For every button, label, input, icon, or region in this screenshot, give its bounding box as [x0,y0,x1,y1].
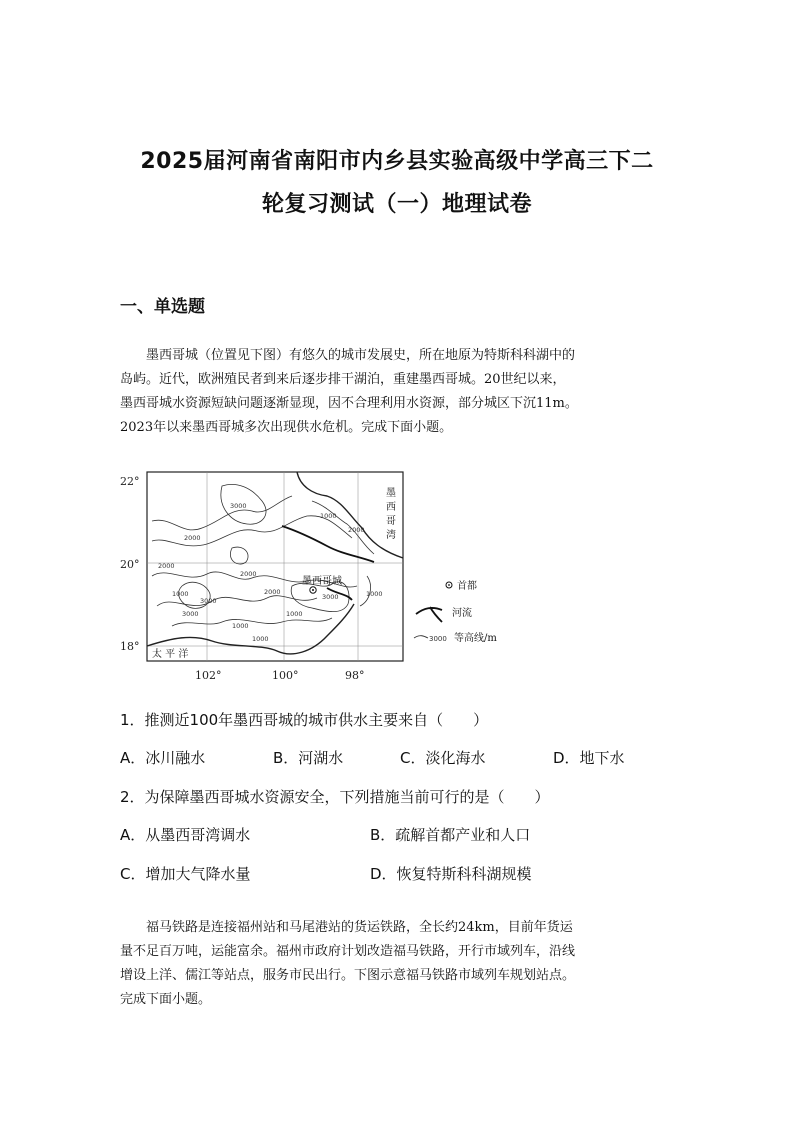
coastline-gulf [297,472,403,558]
map-legend [414,579,497,644]
map-frame [147,472,403,661]
contour-value: 1000 [320,512,337,520]
graticule [147,472,403,661]
q1-option-c[interactable]: C．淡化海水 [400,749,486,767]
lon-label: 100° [272,669,299,682]
lat-label: 20° [120,558,140,571]
passage-2 [120,916,686,1012]
contour-value: 1000 [232,622,249,630]
exam-title-line-2: 轮复习测试（一）地理试卷 [261,192,532,217]
contour-value: 2000 [264,588,281,596]
q1-option-b[interactable]: B．河湖水 [273,749,344,767]
q1-option-a[interactable]: A．冰川融水 [120,749,206,767]
passage-1-line: 墨西哥城（位置见下图）有悠久的城市发展史，所在地原为特斯科科湖中的 [146,348,576,363]
legend-contour-label: 等高线/m [454,633,497,644]
q2-option-c[interactable]: C．增加大气降水量 [120,865,251,883]
city-elevation: 3000 [322,593,339,601]
legend-contour-value: 3000 [429,635,447,643]
question-1-stem: 1．推测近100年墨西哥城的城市供水主要来自（ ） [120,711,489,729]
contour-value: 3000 [230,502,247,510]
exam-title-line-1: 2025届河南省南阳市内乡县实验高级中学高三下二 [140,149,654,174]
coastline-pacific [147,604,354,654]
lon-label: 102° [195,669,222,682]
passage-1-line: 岛屿。近代，欧洲殖民者到来后逐步排干湖泊，重建墨西哥城。20世纪以来， [120,372,566,387]
legend-capital-label: 首都 [457,581,477,592]
passage-2-line: 增设上洋、儒江等站点，服务市民出行。下图示意福马铁路市域列车规划站点。 [120,968,576,983]
passage-1 [120,344,686,440]
legend-contour-icon [414,636,428,638]
passage-2-line: 福马铁路是连接福州站和马尾港站的货运铁路，全长约24km，目前年货运 [146,920,573,935]
section-heading: 一、单选题 [120,297,205,317]
q2-option-d[interactable]: D．恢复特斯科科湖规模 [370,865,532,883]
mexico-city-topographic-map [112,466,512,686]
legend-river-icon [416,607,442,622]
lat-label: 22° [120,475,140,488]
contour-value: 3000 [182,610,199,618]
capital-icon-dot [312,589,314,591]
q1-option-d[interactable]: D．地下水 [553,749,625,767]
gulf-label [386,487,396,541]
ocean-label: 太 平 洋 [152,649,189,660]
svg-text:哥: 哥 [386,516,396,527]
contour-value: 1000 [366,590,383,598]
contour-value: 2000 [158,562,175,570]
lat-label: 18° [120,640,140,653]
passage-2-line: 完成下面小题。 [120,992,212,1007]
contour-value: 3000 [200,597,217,605]
contour-value: 2000 [348,526,365,534]
question-2-stem: 2．为保障墨西哥城水资源安全，下列措施当前可行的是（ ） [120,788,550,806]
lon-label: 98° [345,669,365,682]
exam-title [100,140,694,226]
svg-text:墨: 墨 [386,488,396,499]
svg-text:西: 西 [386,502,396,513]
contour-value: 1000 [252,635,269,643]
city-label: 墨西哥城 [302,576,342,587]
svg-text:湾: 湾 [386,530,396,541]
q2-option-b[interactable]: B．疏解首都产业和人口 [370,826,531,844]
contour-value: 2000 [184,534,201,542]
passage-1-line: 墨西哥城水资源短缺问题逐渐显现，因不合理利用水资源，部分城区下沉11m。 [120,396,578,411]
legend-river-label: 河流 [452,608,472,619]
q2-option-a[interactable]: A．从墨西哥湾调水 [120,826,251,844]
contour-lines [152,484,374,626]
contour-value: 1000 [286,610,303,618]
contour-value: 1000 [172,590,189,598]
passage-2-line: 量不足百万吨，运能富余。福州市政府计划改造福马铁路，开行市域列车，沿线 [120,944,576,959]
contour-value: 2000 [240,570,257,578]
passage-1-line: 2023年以来墨西哥城多次出现供水危机。完成下面小题。 [120,420,453,435]
